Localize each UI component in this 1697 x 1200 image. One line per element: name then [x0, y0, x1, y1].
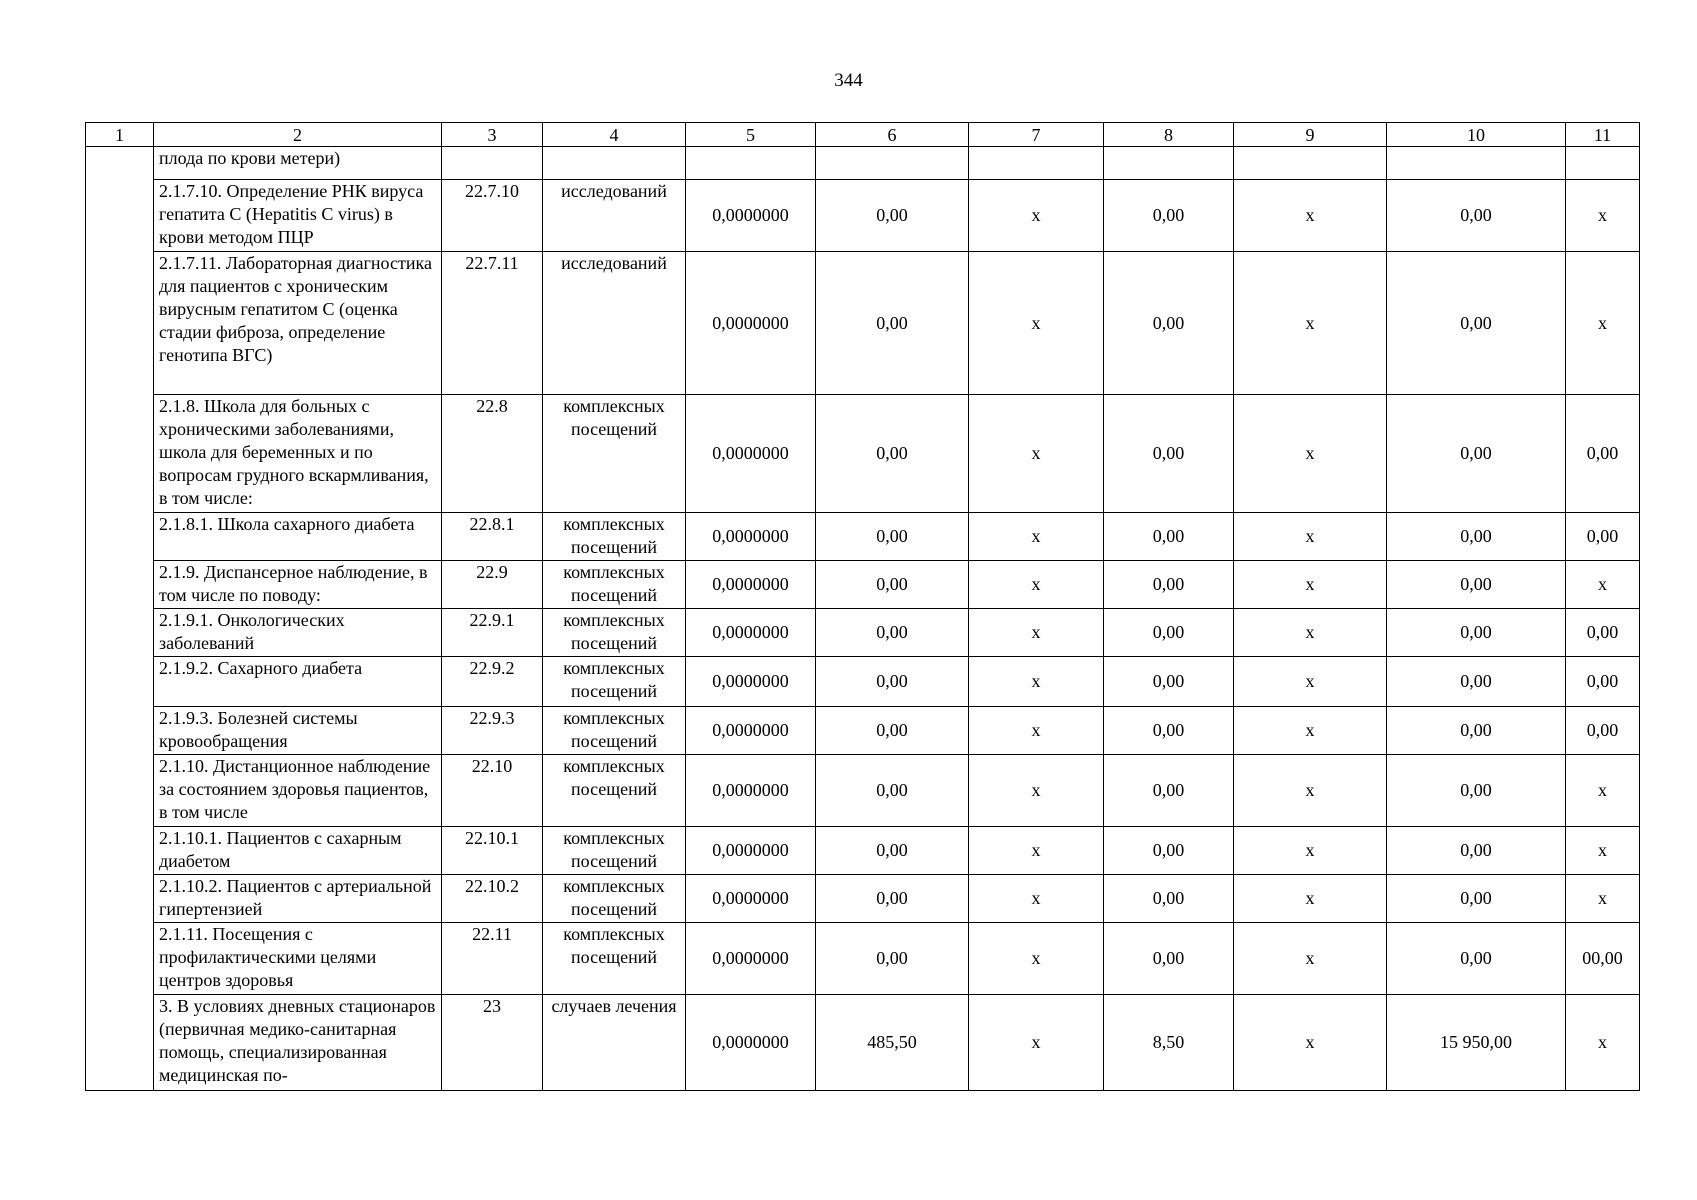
unit-cell: комплексных посещений	[543, 657, 686, 707]
unit-cell: исследований	[543, 180, 686, 252]
value-cell-c7: х	[969, 561, 1104, 609]
value-cell-c10: 0,00	[1387, 827, 1566, 875]
value-cell-c7: х	[969, 827, 1104, 875]
value-cell-c9: х	[1234, 180, 1387, 252]
value-cell-c7: х	[969, 252, 1104, 395]
value-cell-c8: 0,00	[1104, 513, 1234, 561]
data-table	[85, 122, 1640, 1091]
indicator-name-cell: 3. В условиях дневных стационаров (первичная медико-санитарная помощь, специализированная медицинская по-	[154, 995, 442, 1091]
table-row	[86, 147, 1640, 180]
value-cell-c11: 0,00	[1566, 513, 1640, 561]
value-cell-c11: х	[1566, 827, 1640, 875]
value-cell-c6: 0,00	[816, 707, 969, 755]
value-cell-c5: 0,0000000	[686, 995, 816, 1091]
value-cell-c9: х	[1234, 395, 1387, 513]
value-cell-c5: 0,0000000	[686, 252, 816, 395]
value-cell-c10: 0,00	[1387, 875, 1566, 923]
value-cell-c5	[686, 147, 816, 180]
value-cell-c7: х	[969, 995, 1104, 1091]
value-cell-c8	[1104, 147, 1234, 180]
value-cell-c11: х	[1566, 995, 1640, 1091]
value-cell-c11: х	[1566, 755, 1640, 827]
value-cell-c6: 0,00	[816, 923, 969, 995]
value-cell-c9: х	[1234, 755, 1387, 827]
unit-cell: комплексных посещений	[543, 513, 686, 561]
row-code-cell: 22.9.1	[442, 609, 543, 657]
indicator-name-cell: 2.1.9.2. Сахарного диабета	[154, 657, 442, 707]
value-cell-c6: 0,00	[816, 561, 969, 609]
value-cell-c11	[1566, 147, 1640, 180]
header-row	[86, 123, 1640, 147]
value-cell-c6	[816, 147, 969, 180]
unit-cell: комплексных посещений	[543, 395, 686, 513]
value-cell-c5: 0,0000000	[686, 707, 816, 755]
table-row	[86, 707, 1640, 755]
value-cell-c10: 0,00	[1387, 395, 1566, 513]
value-cell-c10: 0,00	[1387, 923, 1566, 995]
row-code-cell: 22.9.3	[442, 707, 543, 755]
value-cell-c6: 0,00	[816, 252, 969, 395]
value-cell-c5: 0,0000000	[686, 875, 816, 923]
column-header: 8	[1104, 123, 1234, 147]
value-cell-c9: х	[1234, 707, 1387, 755]
value-cell-c7: х	[969, 609, 1104, 657]
row-code-cell	[442, 147, 543, 180]
value-cell-c5: 0,0000000	[686, 609, 816, 657]
value-cell-c6: 0,00	[816, 513, 969, 561]
row-code-cell: 22.9.2	[442, 657, 543, 707]
value-cell-c9: х	[1234, 609, 1387, 657]
table-row	[86, 252, 1640, 395]
row-code-cell: 22.11	[442, 923, 543, 995]
value-cell-c9: х	[1234, 995, 1387, 1091]
value-cell-c5: 0,0000000	[686, 395, 816, 513]
value-cell-c8: 8,50	[1104, 995, 1234, 1091]
column-header: 5	[686, 123, 816, 147]
value-cell-c11: х	[1566, 561, 1640, 609]
value-cell-c6: 0,00	[816, 395, 969, 513]
column-header: 4	[543, 123, 686, 147]
row-code-cell: 22.10.1	[442, 827, 543, 875]
value-cell-c7: х	[969, 395, 1104, 513]
unit-cell: комплексных посещений	[543, 755, 686, 827]
row-code-cell: 22.9	[442, 561, 543, 609]
indicator-name-cell: плода по крови метери)	[154, 147, 442, 180]
value-cell-c5: 0,0000000	[686, 755, 816, 827]
value-cell-c10: 0,00	[1387, 657, 1566, 707]
column-header: 10	[1387, 123, 1566, 147]
value-cell-c9: х	[1234, 513, 1387, 561]
value-cell-c9	[1234, 147, 1387, 180]
column-header: 11	[1566, 123, 1640, 147]
column-header: 7	[969, 123, 1104, 147]
unit-cell: случаев лечения	[543, 995, 686, 1091]
value-cell-c7: х	[969, 755, 1104, 827]
value-cell-c8: 0,00	[1104, 923, 1234, 995]
unit-cell: комплексных посещений	[543, 875, 686, 923]
column-header: 2	[154, 123, 442, 147]
row-code-cell: 22.7.10	[442, 180, 543, 252]
column-header: 9	[1234, 123, 1387, 147]
column-1-merged-cell	[86, 147, 154, 1091]
value-cell-c11: 0,00	[1566, 657, 1640, 707]
indicator-name-cell: 2.1.10.1. Пациентов с сахарным диабетом	[154, 827, 442, 875]
value-cell-c8: 0,00	[1104, 875, 1234, 923]
value-cell-c9: х	[1234, 561, 1387, 609]
column-header: 3	[442, 123, 543, 147]
value-cell-c11: х	[1566, 180, 1640, 252]
value-cell-c8: 0,00	[1104, 180, 1234, 252]
value-cell-c5: 0,0000000	[686, 923, 816, 995]
value-cell-c11: 00,00	[1566, 923, 1640, 995]
value-cell-c9: х	[1234, 252, 1387, 395]
row-code-cell: 22.10	[442, 755, 543, 827]
value-cell-c10: 0,00	[1387, 513, 1566, 561]
value-cell-c10: 0,00	[1387, 755, 1566, 827]
value-cell-c5: 0,0000000	[686, 827, 816, 875]
value-cell-c5: 0,0000000	[686, 513, 816, 561]
indicator-name-cell: 2.1.9.1. Онкологических заболеваний	[154, 609, 442, 657]
value-cell-c11: 0,00	[1566, 609, 1640, 657]
value-cell-c6: 0,00	[816, 609, 969, 657]
row-code-cell: 22.8	[442, 395, 543, 513]
row-code-cell: 23	[442, 995, 543, 1091]
value-cell-c8: 0,00	[1104, 827, 1234, 875]
unit-cell: комплексных посещений	[543, 561, 686, 609]
page-number: 344	[834, 70, 863, 91]
value-cell-c10: 0,00	[1387, 609, 1566, 657]
value-cell-c6: 485,50	[816, 995, 969, 1091]
value-cell-c7: х	[969, 657, 1104, 707]
unit-cell: комплексных посещений	[543, 609, 686, 657]
value-cell-c8: 0,00	[1104, 609, 1234, 657]
row-code-cell: 22.8.1	[442, 513, 543, 561]
value-cell-c5: 0,0000000	[686, 180, 816, 252]
unit-cell: исследований	[543, 252, 686, 395]
table-row	[86, 513, 1640, 561]
value-cell-c11: х	[1566, 875, 1640, 923]
value-cell-c8: 0,00	[1104, 755, 1234, 827]
value-cell-c7: х	[969, 180, 1104, 252]
table-row	[86, 995, 1640, 1091]
value-cell-c9: х	[1234, 827, 1387, 875]
indicator-name-cell: 2.1.10. Дистанционное наблюдение за состоянием здоровья пациентов, в том числе	[154, 755, 442, 827]
table-row	[86, 180, 1640, 252]
indicator-name-cell: 2.1.7.11. Лабораторная диагностика для пациентов с хроническим вирусным гепатитом С (оценка стадии фиброза, определение генотипа ВГС)	[154, 252, 442, 395]
table-row	[86, 609, 1640, 657]
value-cell-c7: х	[969, 707, 1104, 755]
unit-cell: комплексных посещений	[543, 707, 686, 755]
value-cell-c8: 0,00	[1104, 252, 1234, 395]
unit-cell	[543, 147, 686, 180]
value-cell-c10: 0,00	[1387, 707, 1566, 755]
unit-cell: комплексных посещений	[543, 827, 686, 875]
value-cell-c8: 0,00	[1104, 561, 1234, 609]
value-cell-c8: 0,00	[1104, 395, 1234, 513]
value-cell-c10: 0,00	[1387, 561, 1566, 609]
value-cell-c7: х	[969, 923, 1104, 995]
indicator-name-cell: 2.1.8. Школа для больных с хроническими заболеваниями, школа для беременных и по вопросам грудного вскармливания, в том числе:	[154, 395, 442, 513]
table-row	[86, 875, 1640, 923]
value-cell-c6: 0,00	[816, 875, 969, 923]
value-cell-c10: 15 950,00	[1387, 995, 1566, 1091]
value-cell-c11: 0,00	[1566, 707, 1640, 755]
table-row	[86, 923, 1640, 995]
value-cell-c9: х	[1234, 657, 1387, 707]
value-cell-c11: х	[1566, 252, 1640, 395]
value-cell-c6: 0,00	[816, 657, 969, 707]
unit-cell: комплексных посещений	[543, 923, 686, 995]
value-cell-c7: х	[969, 513, 1104, 561]
indicator-name-cell: 2.1.11. Посещения с профилактическими целями центров здоровья	[154, 923, 442, 995]
value-cell-c11: 0,00	[1566, 395, 1640, 513]
row-code-cell: 22.10.2	[442, 875, 543, 923]
table-body	[86, 147, 1640, 1091]
indicator-name-cell: 2.1.9.3. Болезней системы кровообращения	[154, 707, 442, 755]
column-header: 6	[816, 123, 969, 147]
value-cell-c9: х	[1234, 875, 1387, 923]
value-cell-c10	[1387, 147, 1566, 180]
column-header: 1	[86, 123, 154, 147]
row-code-cell: 22.7.11	[442, 252, 543, 395]
value-cell-c8: 0,00	[1104, 657, 1234, 707]
value-cell-c6: 0,00	[816, 827, 969, 875]
value-cell-c7	[969, 147, 1104, 180]
table-row	[86, 657, 1640, 707]
indicator-name-cell: 2.1.10.2. Пациентов с артериальной гипертензией	[154, 875, 442, 923]
table-row	[86, 561, 1640, 609]
table-row	[86, 395, 1640, 513]
table-row	[86, 755, 1640, 827]
value-cell-c5: 0,0000000	[686, 657, 816, 707]
value-cell-c6: 0,00	[816, 180, 969, 252]
indicator-name-cell: 2.1.8.1. Школа сахарного диабета	[154, 513, 442, 561]
value-cell-c7: х	[969, 875, 1104, 923]
value-cell-c9: х	[1234, 923, 1387, 995]
value-cell-c5: 0,0000000	[686, 561, 816, 609]
table-row	[86, 827, 1640, 875]
indicator-name-cell: 2.1.9. Диспансерное наблюдение, в том числе по поводу:	[154, 561, 442, 609]
value-cell-c10: 0,00	[1387, 180, 1566, 252]
value-cell-c6: 0,00	[816, 755, 969, 827]
value-cell-c8: 0,00	[1104, 707, 1234, 755]
value-cell-c10: 0,00	[1387, 252, 1566, 395]
indicator-name-cell: 2.1.7.10. Определение РНК вируса гепатита С (Hepatitis С virus) в крови методом ПЦР	[154, 180, 442, 252]
